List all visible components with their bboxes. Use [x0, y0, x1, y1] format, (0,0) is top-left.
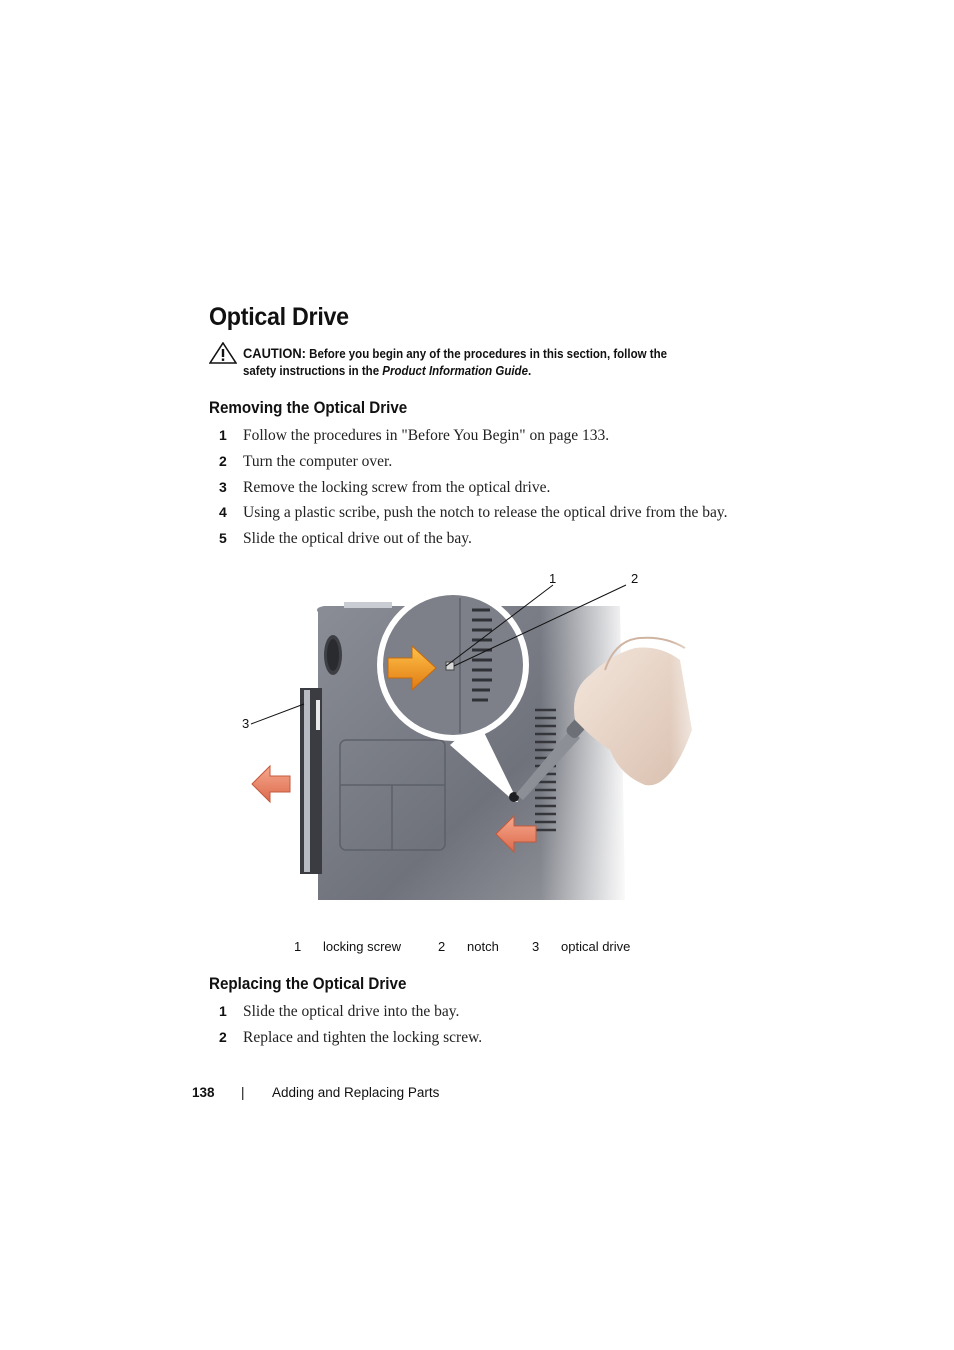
caution-label: CAUTION: — [243, 345, 306, 361]
step-text: Turn the computer over. — [243, 453, 393, 470]
optical-drive-illustration — [240, 570, 710, 910]
removing-step — [219, 453, 392, 471]
caution-icon — [209, 342, 237, 364]
replacing-heading: Replacing the Optical Drive — [209, 975, 407, 993]
replacing-step — [219, 1003, 459, 1021]
caution-text: Before you begin any of the procedures in this section, follow the safety instructions in the — [243, 347, 667, 378]
caution-note — [243, 345, 685, 380]
callout-1: 1 — [549, 571, 557, 586]
step-number: 3 — [219, 479, 227, 495]
step-text: Slide the optical drive into the bay. — [243, 1003, 460, 1020]
step-text: Slide the optical drive out of the bay. — [243, 530, 472, 547]
legend-label: locking screw — [323, 939, 402, 954]
step-number: 1 — [219, 1003, 227, 1019]
step-number: 4 — [219, 504, 227, 520]
callout-2: 2 — [631, 571, 639, 586]
page-number: 138 — [192, 1085, 215, 1100]
step-number: 2 — [219, 453, 227, 469]
removing-heading: Removing the Optical Drive — [209, 399, 408, 417]
removing-step — [219, 504, 728, 522]
caution-text-end: . — [527, 364, 532, 378]
step-text: Remove the locking screw from the optical drive. — [243, 479, 551, 496]
legend-number: 2 — [438, 939, 446, 954]
legend-label: optical drive — [561, 939, 631, 954]
step-number: 1 — [219, 427, 227, 443]
replacing-step — [219, 1029, 482, 1047]
step-text: Replace and tighten the locking screw. — [243, 1029, 483, 1046]
removing-step — [219, 427, 609, 445]
step-text: Follow the procedures in "Before You Begin" on page 133. — [243, 427, 610, 444]
callout-3: 3 — [242, 716, 250, 731]
legend-number: 3 — [532, 939, 540, 954]
footer-section-title: Adding and Replacing Parts — [272, 1085, 440, 1100]
caution-guide-title: Product Information Guide — [382, 364, 528, 378]
legend-number: 1 — [294, 939, 302, 954]
step-text: Using a plastic scribe, push the notch to release the optical drive from the bay. — [243, 504, 728, 521]
removing-step — [219, 479, 550, 497]
step-number: 5 — [219, 530, 227, 546]
footer-separator: | — [241, 1085, 245, 1100]
step-number: 2 — [219, 1029, 227, 1045]
removing-step — [219, 530, 472, 548]
legend-label: notch — [467, 939, 499, 954]
page-title: Optical Drive — [209, 303, 349, 331]
